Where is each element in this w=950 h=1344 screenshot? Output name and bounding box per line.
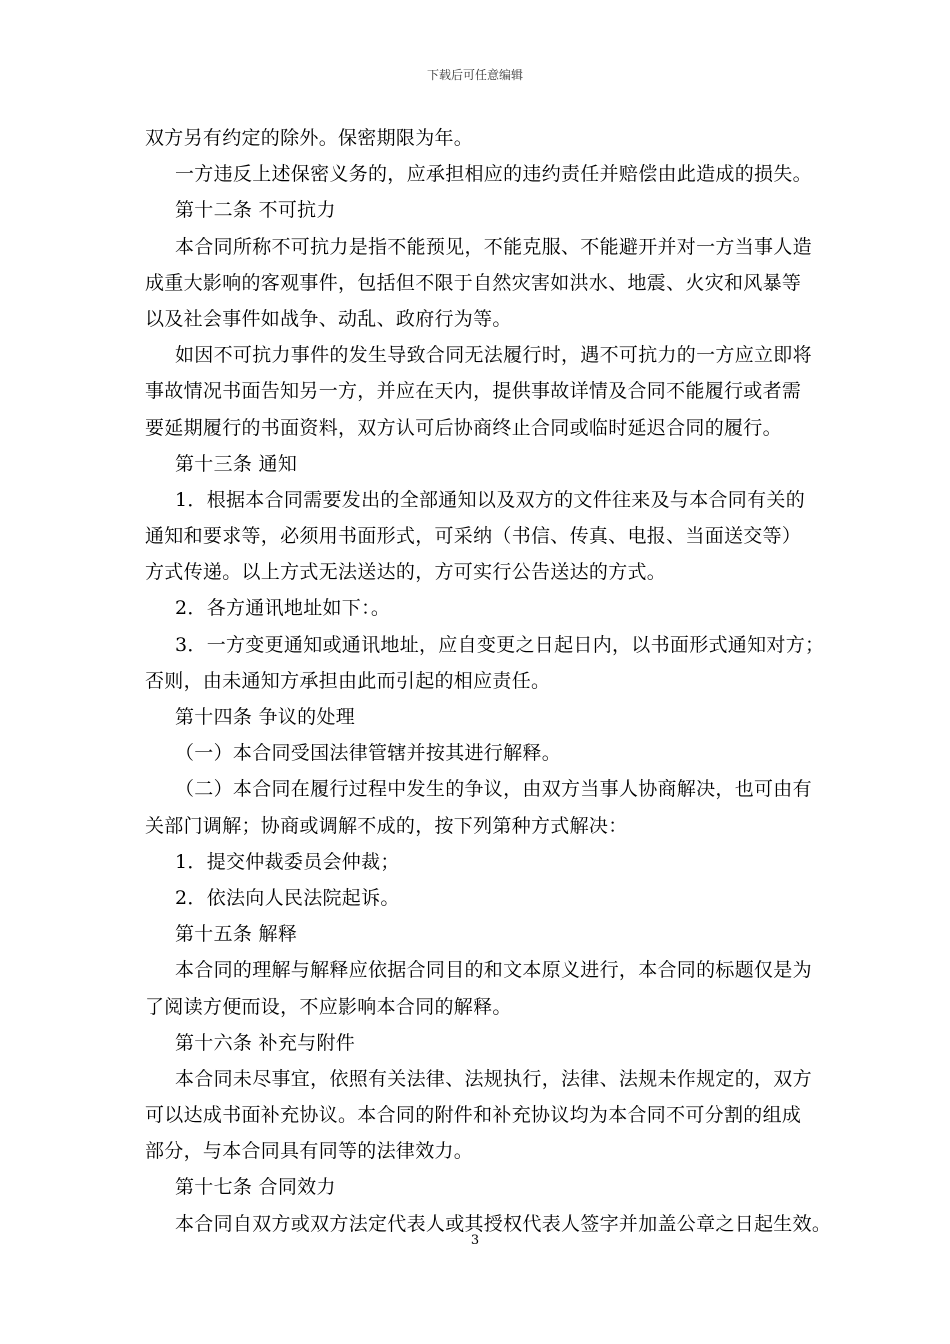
page-header-note: 下载后可任意编辑 [426,68,523,82]
paragraph-line: 第十六条 补充与附件 [175,1031,356,1054]
paragraph-line: 方式传递。以上方式无法送达的，方可实行公告送达的方式。 [145,561,667,584]
paragraph-line: 部分，与本合同具有同等的法律效力。 [145,1140,474,1163]
paragraph-line: 事故情况书面告知另一方，并应在天内，提供事故详情及合同不能履行或者需 [145,380,802,403]
paragraph-line: 否则，由未通知方承担由此而引起的相应责任。 [145,669,551,692]
paragraph-line: 第十七条 合同效力 [175,1176,336,1199]
page-number: 3 [470,1233,480,1248]
paragraph-line: 可以达成书面补充协议。本合同的附件和补充协议均为本合同不可分割的组成 [145,1104,802,1127]
paragraph-line: 如因不可抗力事件的发生导致合同无法履行时，遇不可抗力的一方应立即将 [175,344,812,367]
paragraph-line: 了阅读方便而设，不应影响本合同的解释。 [145,995,512,1018]
paragraph-line: 通知和要求等，必须用书面形式，可采纳（书信、传真、电报、当面送交等） [145,525,802,548]
paragraph-line: 第十二条 不可抗力 [175,199,336,222]
paragraph-line: 本合同自双方或双方法定代表人或其授权代表人签字并加盖公章之日起生效。 [175,1212,832,1235]
paragraph-line: 2．各方通讯地址如下：。 [175,597,391,620]
paragraph-line: 要延期履行的书面资料，双方认可后协商终止合同或临时延迟合同的履行。 [145,416,782,439]
paragraph-line: 本合同的理解与解释应依据合同目的和文本原义进行，本合同的标题仅是为 [175,959,812,982]
paragraph-line: 2．依法向人民法院起诉。 [175,886,400,909]
paragraph-line: 第十三条 通知 [175,452,298,475]
document-body [145,120,832,1242]
paragraph-line: （一）本合同受国法律管辖并按其进行解释。 [175,742,562,765]
paragraph-line: 1．根据本合同需要发出的全部通知以及双方的文件往来及与本合同有关的 [175,488,805,511]
paragraph-line: 本合同所称不可抗力是指不能预见，不能克服、不能避开并对一方当事人造 [175,235,812,258]
paragraph-line: （二）本合同在履行过程中发生的争议，由双方当事人协商解决，也可由有 [175,778,812,801]
paragraph-line: 本合同未尽事宜，依照有关法律、法规执行，法律、法规未作规定的，双方 [175,1067,812,1090]
paragraph-line: 一方违反上述保密义务的，应承担相应的违约责任并赔偿由此造成的损失。 [175,163,812,186]
paragraph-line: 以及社会事件如战争、动乱、政府行为等。 [145,307,512,330]
paragraph-line: 第十四条 争议的处理 [175,706,356,728]
paragraph-line: 第十五条 解释 [175,923,298,946]
paragraph-line: 3．一方变更通知或通讯地址，应自变更之日起日内，以书面形式通知对方； [175,633,825,656]
paragraph-line: 成重大影响的客观事件，包括但不限于自然灾害如洪水、地震、火灾和风暴等 [145,271,802,294]
paragraph-line: 关部门调解；协商或调解不成的，按下列第种方式解决： [145,814,628,837]
paragraph-line: 双方另有约定的除外。保密期限为年。 [145,127,474,149]
paragraph-line: 1．提交仲裁委员会仲裁； [175,850,400,873]
